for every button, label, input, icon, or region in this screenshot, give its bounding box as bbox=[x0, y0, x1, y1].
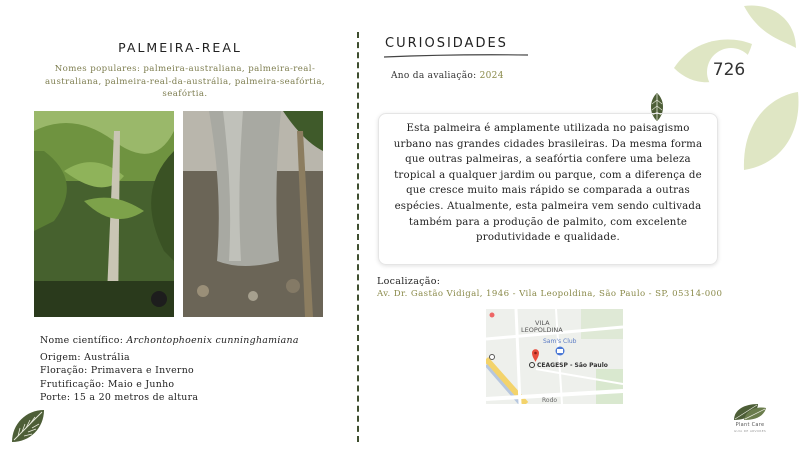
plant-facts bbox=[40, 334, 299, 404]
map-pin-label: CEAGESP - São Paulo bbox=[537, 362, 608, 369]
column-divider bbox=[357, 32, 359, 442]
map-store-label: Sam's Club bbox=[543, 338, 577, 345]
page-number: 726 bbox=[712, 60, 746, 80]
scientific-name: Archontophoenix cunninghamiana bbox=[126, 335, 299, 346]
brand-tagline: GUIA DE ARVORES bbox=[733, 429, 767, 433]
origin: Origem: Austrália bbox=[40, 352, 130, 364]
map-area-label-1: VILA bbox=[535, 319, 550, 327]
brand-logo-icon bbox=[728, 400, 772, 422]
palm-leaf-icon bbox=[8, 406, 48, 446]
location-label: Localização: bbox=[377, 276, 441, 287]
title-underline bbox=[384, 52, 530, 60]
popular-names: Nomes populares: palmeira-australiana, palmeira-real-australiana, palmeira-real-da-austrália, palmeira-seafórtia, seafórtia. bbox=[45, 64, 325, 99]
location-address: Av. Dr. Gastão Vidigal, 1946 - Vila Leopoldina, São Paulo - SP, 05314-000 bbox=[377, 289, 723, 299]
plant-title: PALMEIRA-REAL bbox=[118, 40, 242, 55]
photo-palm-trunk bbox=[183, 111, 323, 317]
photo-palm-canopy bbox=[34, 111, 174, 317]
fruiting: Frutificação: Maio e Junho bbox=[40, 378, 175, 390]
scientific-name-row bbox=[40, 334, 299, 347]
map-road-label: Rodo bbox=[542, 397, 558, 404]
evaluation-year bbox=[391, 71, 504, 81]
location-map[interactable] bbox=[486, 309, 623, 404]
flowering: Floração: Primavera e Inverno bbox=[40, 365, 194, 377]
curiosities-title: CURIOSIDADES bbox=[385, 36, 508, 51]
year-label: Ano da avaliação: bbox=[391, 71, 480, 81]
brand-name: Plant Care bbox=[735, 422, 765, 428]
map-area-label-2: LEOPOLDINA bbox=[521, 326, 563, 334]
year-value: 2024 bbox=[479, 71, 504, 81]
curiosities-text: Esta palmeira é amplamente utilizada no paisagismo urbano nas grandes cidades brasileiras. Da mesma forma que outras palmeiras, a seafórtia confere uma beleza tropical a qualquer jardim ou parque, com a diferença de que cresce muito mais rápido se comparada a outras espécies. Atualmente, esta palmeira vem sendo cultivada também para a produção de palmito, com excelente produtividade e qualidade. bbox=[378, 113, 718, 265]
size: Porte: 15 a 20 metros de altura bbox=[40, 391, 199, 403]
scientific-label: Nome científico: bbox=[40, 335, 127, 346]
